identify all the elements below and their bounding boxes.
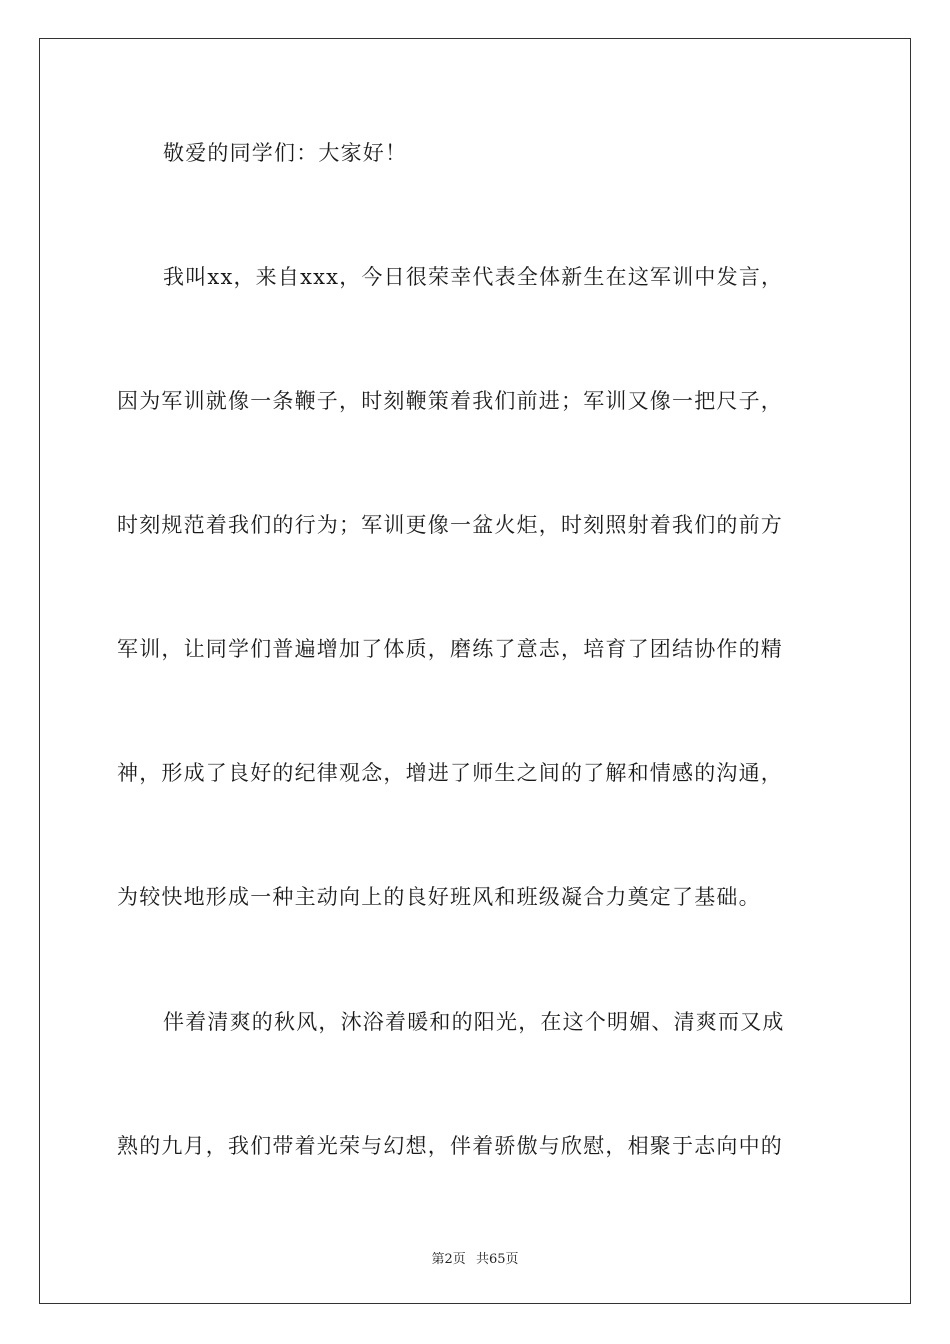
paragraph-line: 因为军训就像一条鞭子，时刻鞭策着我们前进；军训又像一把尺子， bbox=[117, 389, 783, 413]
page-border bbox=[39, 38, 911, 1304]
page-footer bbox=[0, 1248, 950, 1267]
paragraph-line: 军训，让同学们普遍增加了体质，磨练了意志，培育了团结协作的精 bbox=[117, 637, 783, 661]
total-pages: 共65页 bbox=[475, 1252, 519, 1267]
paragraph-line: 伴着清爽的秋风，沐浴着暖和的阳光，在这个明媚、清爽而又成 bbox=[163, 1010, 785, 1034]
paragraph-line: 为较快地形成一种主动向上的良好班风和班级凝合力奠定了基础。 bbox=[117, 885, 761, 909]
page-number: 第2页 bbox=[431, 1252, 466, 1267]
greeting-line: 敬爱的同学们：大家好！ bbox=[163, 141, 408, 165]
paragraph-line: 神，形成了良好的纪律观念，增进了师生之间的了解和情感的沟通， bbox=[117, 761, 783, 785]
paragraph-line: 时刻规范着我们的行为；军训更像一盆火炬，时刻照射着我们的前方 bbox=[117, 513, 783, 537]
paragraph-line: 我叫xx，来自xxx，今日很荣幸代表全体新生在这军训中发言， bbox=[163, 265, 784, 289]
paragraph-line: 熟的九月，我们带着光荣与幻想，伴着骄傲与欣慰，相聚于志向中的 bbox=[117, 1134, 783, 1158]
